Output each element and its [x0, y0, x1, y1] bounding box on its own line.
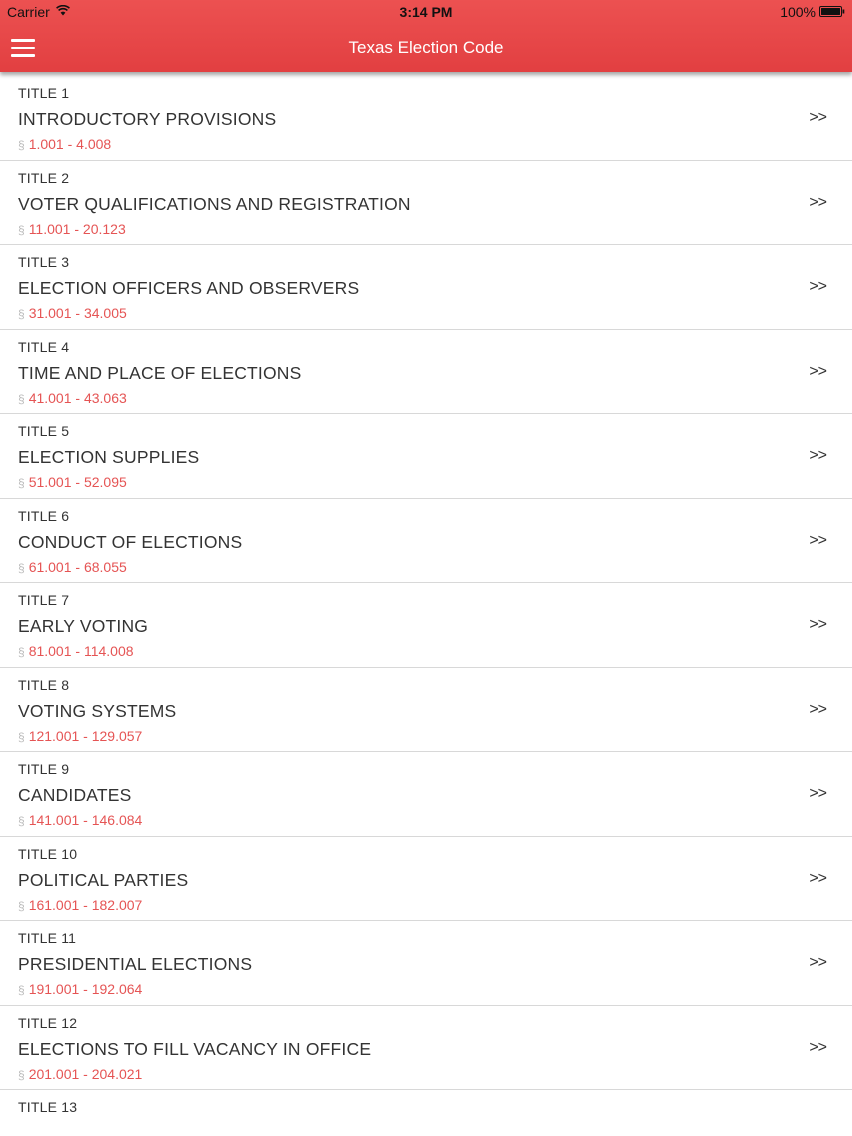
title-name: POLITICAL PARTIES: [18, 869, 189, 890]
title-name: INTRODUCTORY PROVISIONS: [18, 109, 277, 129]
list-item[interactable]: [0, 1006, 852, 1091]
double-chevron-right-icon: >>: [809, 954, 826, 971]
list-item[interactable]: [0, 752, 852, 837]
carrier-label: Carrier: [7, 4, 50, 20]
title-name: VOTING SYSTEMS: [18, 700, 177, 721]
navigation-bar: [0, 24, 852, 70]
section-range: [18, 305, 127, 321]
section-range-text: 161.001 - 182.007: [28, 896, 143, 913]
status-time: 3:14 PM: [399, 4, 453, 20]
section-range-text: 61.001 - 68.055: [28, 558, 127, 575]
section-sign-icon: §: [18, 476, 25, 490]
section-sign-icon: §: [18, 898, 25, 913]
section-range-text: 1.001 - 4.008: [28, 136, 112, 152]
section-range-text: 141.001 - 146.084: [28, 812, 143, 828]
title-number: TITLE 10: [18, 845, 78, 862]
double-chevron-right-icon: >>: [809, 193, 826, 211]
section-sign-icon: §: [18, 1067, 25, 1082]
section-range: [18, 1066, 142, 1082]
section-range: [18, 474, 127, 490]
battery-icon: [819, 6, 845, 17]
section-range: [18, 643, 134, 659]
title-name: ELECTION OFFICERS AND OBSERVERS: [18, 278, 360, 298]
title-name: CANDIDATES: [18, 785, 132, 805]
double-chevron-right-icon: >>: [809, 362, 826, 380]
section-range-text: 51.001 - 52.095: [28, 474, 127, 490]
list-item[interactable]: [0, 330, 852, 415]
section-range-text: 191.001 - 192.064: [28, 981, 143, 997]
list-item[interactable]: [0, 161, 852, 246]
title-number: TITLE 7: [18, 592, 70, 608]
title-name: ELECTIONS TO FILL VACANCY IN OFFICE: [18, 1038, 372, 1059]
section-range-text: 81.001 - 114.008: [28, 643, 134, 659]
title-name: PRESIDENTIAL ELECTIONS: [18, 954, 253, 974]
section-range-text: 41.001 - 43.063: [28, 389, 127, 406]
double-chevron-right-icon: >>: [809, 616, 826, 633]
section-range-text: 31.001 - 34.005: [28, 305, 127, 321]
double-chevron-right-icon: >>: [809, 109, 826, 126]
section-sign-icon: §: [18, 645, 25, 659]
title-number: TITLE 3: [18, 254, 70, 270]
battery-percentage: 100%: [780, 4, 816, 20]
section-range-text: 121.001 - 129.057: [28, 727, 143, 744]
title-number: TITLE 6: [18, 507, 70, 524]
section-sign-icon: §: [18, 983, 25, 997]
section-sign-icon: §: [18, 814, 25, 828]
title-name: ELECTION SUPPLIES: [18, 447, 200, 467]
section-range: [18, 559, 127, 575]
list-item[interactable]: [0, 414, 852, 499]
title-name: CONDUCT OF ELECTIONS: [18, 531, 243, 552]
double-chevron-right-icon: >>: [809, 1038, 826, 1056]
section-range: [18, 221, 126, 237]
list-item[interactable]: [0, 499, 852, 584]
section-range-text: 11.001 - 20.123: [28, 220, 126, 237]
double-chevron-right-icon: >>: [809, 869, 826, 887]
section-sign-icon: §: [18, 729, 25, 744]
list-item[interactable]: [0, 1090, 852, 1136]
title-number: TITLE 11: [18, 930, 77, 946]
top-bar: [0, 0, 852, 72]
list-item[interactable]: [0, 245, 852, 330]
title-number: TITLE 5: [18, 423, 70, 439]
page-title: Texas Election Code: [348, 38, 504, 57]
double-chevron-right-icon: >>: [809, 785, 826, 802]
title-number: TITLE 4: [18, 338, 70, 355]
section-range: [18, 981, 142, 997]
list-item[interactable]: [0, 583, 852, 668]
section-sign-icon: §: [18, 307, 25, 321]
list-item[interactable]: [0, 921, 852, 1006]
title-name: VOTER QUALIFICATIONS AND REGISTRATION: [18, 193, 411, 214]
section-range: [18, 812, 142, 828]
section-range-text: 201.001 - 204.021: [28, 1065, 143, 1082]
section-range: [18, 390, 127, 406]
titles-list: [0, 76, 852, 1136]
section-range: [18, 897, 142, 913]
title-number: TITLE 2: [18, 169, 70, 186]
title-name: TIME AND PLACE OF ELECTIONS: [18, 362, 302, 383]
section-sign-icon: §: [18, 222, 25, 237]
title-number: TITLE 8: [18, 676, 70, 693]
title-number: TITLE 9: [18, 761, 70, 777]
double-chevron-right-icon: >>: [809, 447, 826, 464]
section-sign-icon: §: [18, 391, 25, 406]
list-item[interactable]: [0, 76, 852, 161]
section-sign-icon: §: [18, 138, 25, 152]
double-chevron-right-icon: >>: [809, 278, 826, 295]
section-range: [18, 728, 142, 744]
title-number: TITLE 13: [18, 1099, 78, 1115]
section-range: [18, 136, 111, 152]
list-item[interactable]: [0, 668, 852, 753]
title-number: TITLE 1: [18, 85, 70, 101]
list-item[interactable]: [0, 837, 852, 922]
double-chevron-right-icon: >>: [809, 700, 826, 718]
double-chevron-right-icon: >>: [809, 531, 826, 549]
title-name: EARLY VOTING: [18, 616, 149, 636]
title-number: TITLE 12: [18, 1014, 78, 1031]
section-sign-icon: §: [18, 560, 25, 575]
status-bar: [0, 0, 852, 24]
